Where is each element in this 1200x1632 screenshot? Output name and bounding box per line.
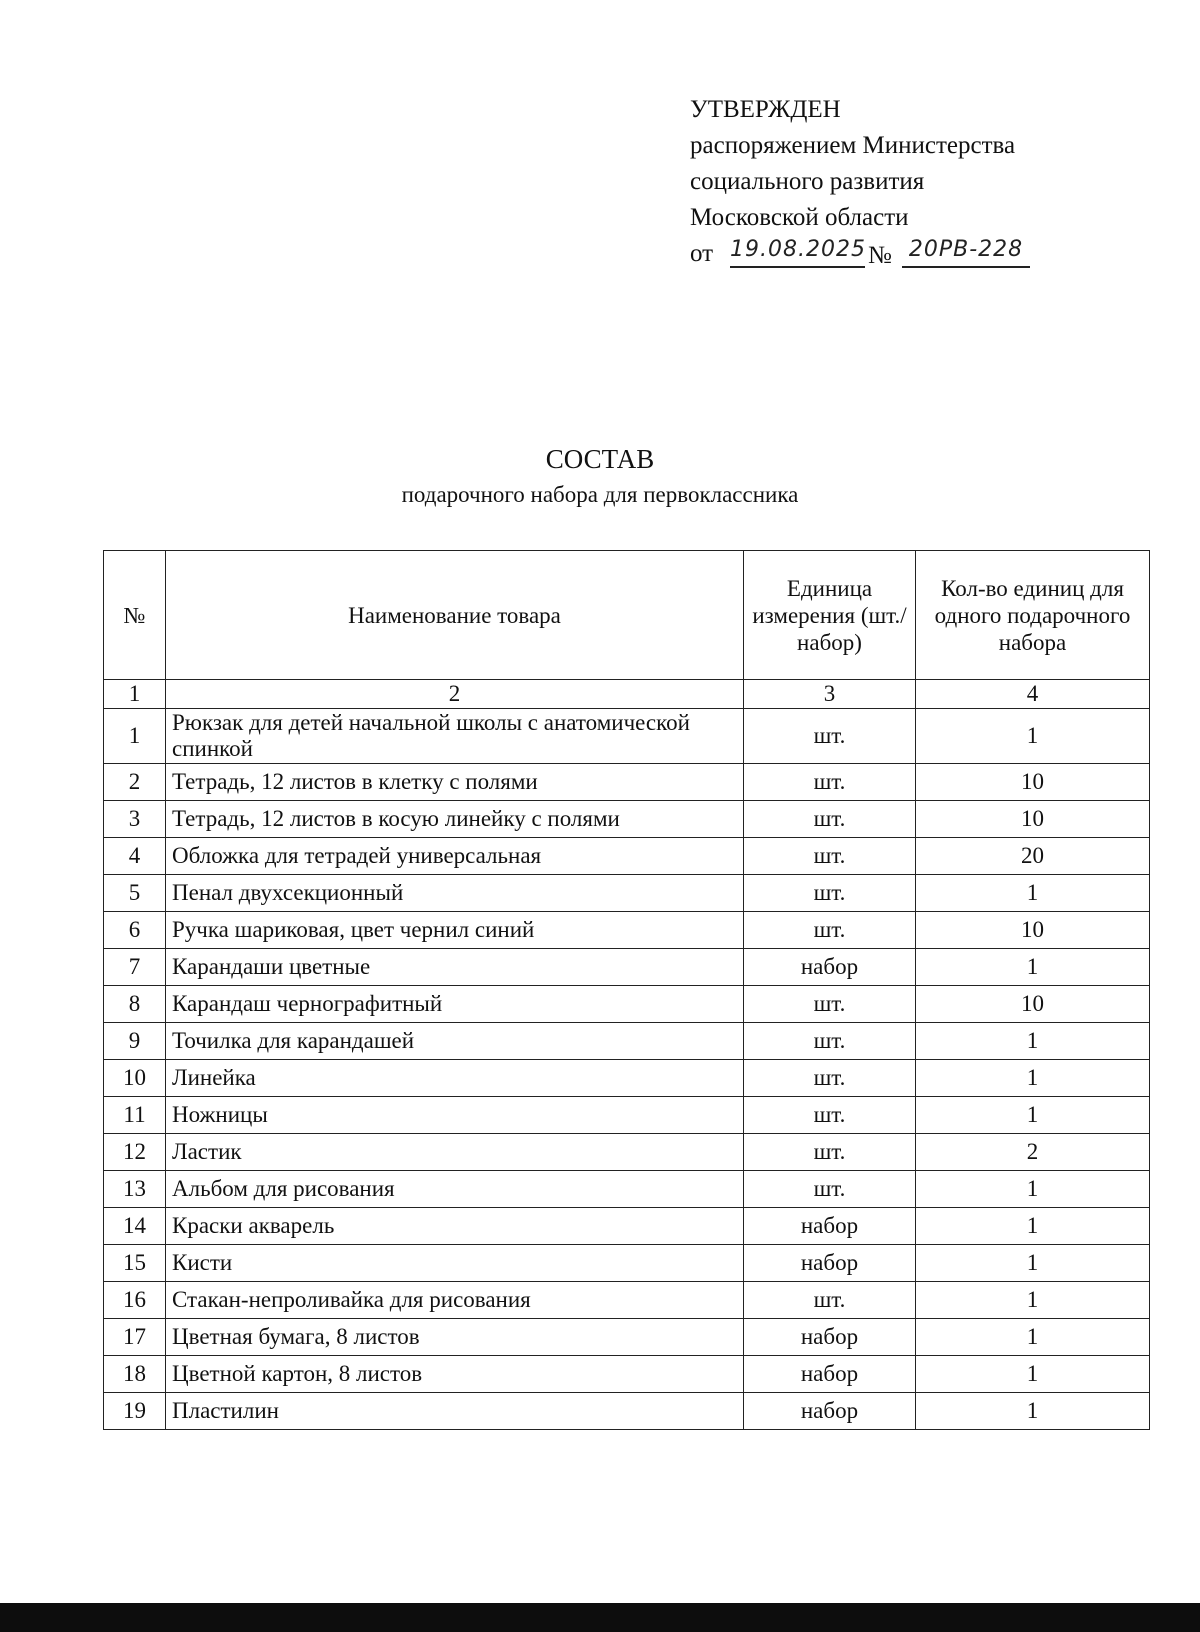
table-row — [104, 709, 1150, 764]
item-unit: шт. — [744, 1023, 916, 1060]
item-qty: 1 — [916, 1356, 1150, 1393]
row-number: 18 — [104, 1356, 166, 1393]
row-number: 3 — [104, 801, 166, 838]
table-header-row — [104, 551, 1150, 680]
item-name: Краски акварель — [166, 1208, 744, 1245]
table-row — [104, 1393, 1150, 1430]
item-name: Тетрадь, 12 листов в косую линейку с полями — [166, 801, 744, 838]
row-number: 19 — [104, 1393, 166, 1430]
item-name: Карандаши цветные — [166, 949, 744, 986]
row-number: 1 — [104, 709, 166, 764]
row-number: 5 — [104, 875, 166, 912]
item-unit: шт. — [744, 986, 916, 1023]
item-qty: 10 — [916, 764, 1150, 801]
handwritten-number: 20РВ-228 — [902, 234, 1030, 268]
item-qty: 2 — [916, 1134, 1150, 1171]
item-unit: шт. — [744, 1097, 916, 1134]
approval-line-1: распоряжением Министерства — [690, 132, 1016, 159]
header-name: Наименование товара — [166, 551, 744, 680]
document-subtitle: подарочного набора для первоклассника — [401, 482, 799, 507]
item-qty: 10 — [916, 801, 1150, 838]
item-unit: набор — [744, 1245, 916, 1282]
item-qty: 1 — [916, 1282, 1150, 1319]
column-number: 3 — [744, 680, 916, 709]
item-name: Точилка для карандашей — [166, 1023, 744, 1060]
item-unit: набор — [744, 1319, 916, 1356]
table-row — [104, 838, 1150, 875]
number-sign: № — [868, 242, 892, 269]
item-qty: 1 — [916, 1023, 1150, 1060]
item-unit: шт. — [744, 1282, 916, 1319]
item-qty: 1 — [916, 875, 1150, 912]
approval-line-3: Московской области — [690, 204, 909, 231]
table-row — [104, 875, 1150, 912]
item-name: Пенал двухсекционный — [166, 875, 744, 912]
item-name: Кисти — [166, 1245, 744, 1282]
item-name: Тетрадь, 12 листов в клетку с полями — [166, 764, 744, 801]
item-unit: шт. — [744, 912, 916, 949]
row-number: 7 — [104, 949, 166, 986]
item-unit: набор — [744, 1356, 916, 1393]
table-row — [104, 1208, 1150, 1245]
header-no: № — [104, 551, 166, 680]
column-number-row — [104, 680, 1150, 709]
row-number: 4 — [104, 838, 166, 875]
item-name: Ножницы — [166, 1097, 744, 1134]
item-qty: 1 — [916, 1319, 1150, 1356]
item-unit: шт. — [744, 1171, 916, 1208]
row-number: 15 — [104, 1245, 166, 1282]
table-row — [104, 986, 1150, 1023]
table-row — [104, 1245, 1150, 1282]
item-qty: 1 — [916, 1171, 1150, 1208]
item-qty: 10 — [916, 912, 1150, 949]
item-qty: 1 — [916, 949, 1150, 986]
item-name: Цветной картон, 8 листов — [166, 1356, 744, 1393]
gift-set-table — [103, 550, 1150, 1430]
item-unit: шт. — [744, 801, 916, 838]
item-unit: шт. — [744, 709, 916, 764]
table-row — [104, 1282, 1150, 1319]
table-row — [104, 1319, 1150, 1356]
table-row — [104, 912, 1150, 949]
item-name: Обложка для тетрадей универсальная — [166, 838, 744, 875]
header-qty: Кол-во единиц для одного подарочного набора — [916, 551, 1150, 680]
approval-date-line — [690, 236, 1110, 276]
table-row — [104, 1097, 1150, 1134]
item-qty: 1 — [916, 1060, 1150, 1097]
column-number: 1 — [104, 680, 166, 709]
column-number: 2 — [166, 680, 744, 709]
item-qty: 1 — [916, 1245, 1150, 1282]
scan-edge-strip — [0, 1603, 1200, 1632]
item-unit: шт. — [744, 838, 916, 875]
row-number: 17 — [104, 1319, 166, 1356]
row-number: 6 — [104, 912, 166, 949]
row-number: 13 — [104, 1171, 166, 1208]
row-number: 9 — [104, 1023, 166, 1060]
item-unit: набор — [744, 1208, 916, 1245]
item-unit: шт. — [744, 875, 916, 912]
row-number: 2 — [104, 764, 166, 801]
approval-block — [690, 92, 1110, 276]
item-qty: 1 — [916, 1097, 1150, 1134]
item-name: Ластик — [166, 1134, 744, 1171]
table-row — [104, 801, 1150, 838]
row-number: 14 — [104, 1208, 166, 1245]
handwritten-date: 19.08.2025 — [730, 234, 865, 268]
table-row — [104, 764, 1150, 801]
item-qty: 1 — [916, 1208, 1150, 1245]
approval-line-2: социального развития — [690, 168, 925, 195]
item-name: Цветная бумага, 8 листов — [166, 1319, 744, 1356]
row-number: 10 — [104, 1060, 166, 1097]
item-unit: набор — [744, 1393, 916, 1430]
row-number: 12 — [104, 1134, 166, 1171]
item-name: Ручка шариковая, цвет чернил синий — [166, 912, 744, 949]
row-number: 8 — [104, 986, 166, 1023]
table-row — [104, 1171, 1150, 1208]
table-row — [104, 1023, 1150, 1060]
table-row — [104, 1356, 1150, 1393]
item-name: Карандаш чернографитный — [166, 986, 744, 1023]
document-title: СОСТАВ — [545, 444, 655, 474]
item-qty: 1 — [916, 709, 1150, 764]
item-unit: шт. — [744, 764, 916, 801]
item-unit: шт. — [744, 1060, 916, 1097]
item-name: Пластилин — [166, 1393, 744, 1430]
item-qty: 1 — [916, 1393, 1150, 1430]
date-prefix: от — [690, 240, 714, 267]
row-number: 11 — [104, 1097, 166, 1134]
item-name: Рюкзак для детей начальной школы с анатомической спинкой — [166, 709, 744, 764]
row-number: 16 — [104, 1282, 166, 1319]
table-row — [104, 949, 1150, 986]
item-qty: 20 — [916, 838, 1150, 875]
item-unit: набор — [744, 949, 916, 986]
table-row — [104, 1060, 1150, 1097]
item-name: Стакан-непроливайка для рисования — [166, 1282, 744, 1319]
item-qty: 10 — [916, 986, 1150, 1023]
item-name: Линейка — [166, 1060, 744, 1097]
approval-heading: УТВЕРЖДЕН — [690, 96, 841, 123]
column-number: 4 — [916, 680, 1150, 709]
item-name: Альбом для рисования — [166, 1171, 744, 1208]
header-unit: Единица измерения (шт./набор) — [744, 551, 916, 680]
item-unit: шт. — [744, 1134, 916, 1171]
table-row — [104, 1134, 1150, 1171]
